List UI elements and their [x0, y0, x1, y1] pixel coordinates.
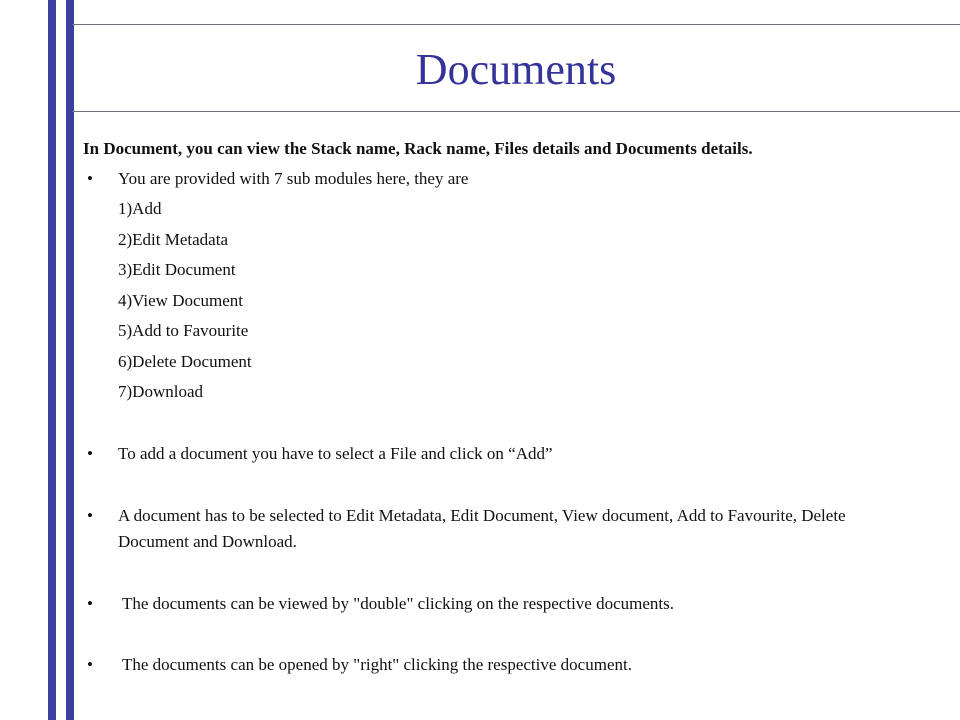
module-item-download: 7)Download [118, 382, 203, 401]
module-item-add: 1)Add [118, 199, 162, 218]
bullet-marker: • [87, 594, 93, 613]
bullet-marker: • [87, 444, 93, 463]
bullet-marker: • [87, 169, 93, 188]
module-item-delete-document: 6)Delete Document [118, 352, 252, 371]
slide-title: Documents [415, 45, 617, 94]
left-accent-bar-outer [48, 0, 56, 720]
bullet-marker: • [87, 506, 93, 525]
module-item-edit-document: 3)Edit Document [118, 260, 236, 279]
bullet-text-right-click: The documents can be opened by "right" clicking the respective document. [118, 655, 632, 674]
bullet-text-double-click: The documents can be viewed by "double" clicking on the respective documents. [118, 594, 674, 613]
intro-text: In Document, you can view the Stack name, Rack name, Files details and Documents details. [83, 139, 753, 158]
bullet-text-submodules: You are provided with 7 sub modules here, they are [118, 169, 469, 188]
title-bottom-rule [72, 111, 960, 112]
title-top-rule [72, 24, 960, 25]
module-item-view-document: 4)View Document [118, 291, 244, 310]
bullet-marker: • [87, 655, 93, 674]
left-accent-bar-inner [66, 0, 74, 720]
module-item-edit-metadata: 2)Edit Metadata [118, 230, 228, 249]
module-item-add-to-favourite: 5)Add to Favourite [118, 321, 249, 340]
bullet-text-add-document: To add a document you have to select a File and click on “Add” [118, 444, 553, 463]
bullet-text-select-document: A document has to be selected to Edit Metadata, Edit Document, View document, Add to Favourite, Delete Document and Download. [118, 506, 846, 551]
